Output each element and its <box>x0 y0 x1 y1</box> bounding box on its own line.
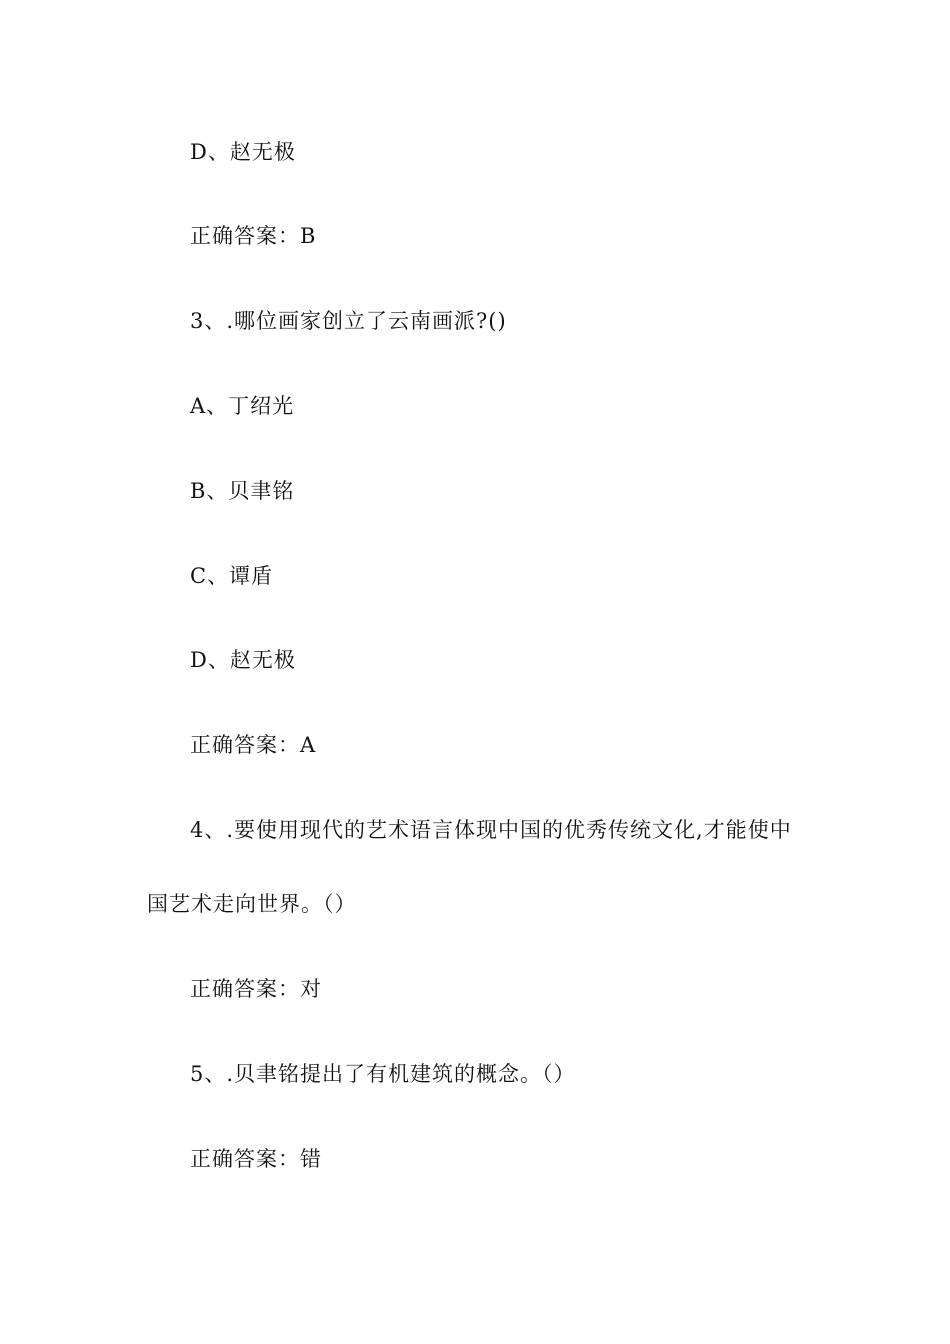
q3-option-b: B、贝聿铭 <box>190 479 295 503</box>
q3-answer: 正确答案：A <box>190 733 317 757</box>
q3-option-a: A、丁绍光 <box>190 394 295 418</box>
q5-question: 5、.贝聿铭提出了有机建筑的概念。（） <box>190 1062 576 1086</box>
q2-option-d: D、赵无极 <box>190 140 296 164</box>
q3-option-d: D、赵无极 <box>190 648 296 672</box>
q4-question-line1: 4、.要使用现代的艺术语言体现中国的优秀传统文化,才能使中 <box>190 818 792 842</box>
q2-answer: 正确答案：B <box>190 224 317 248</box>
q3-question: 3、.哪位画家创立了云南画派?() <box>190 309 507 333</box>
q4-answer: 正确答案：对 <box>190 977 322 1001</box>
q5-answer: 正确答案：错 <box>190 1147 322 1171</box>
q3-option-c: C、谭盾 <box>190 564 274 588</box>
q4-question-line2: 国艺术走向世界。（） <box>147 892 357 916</box>
